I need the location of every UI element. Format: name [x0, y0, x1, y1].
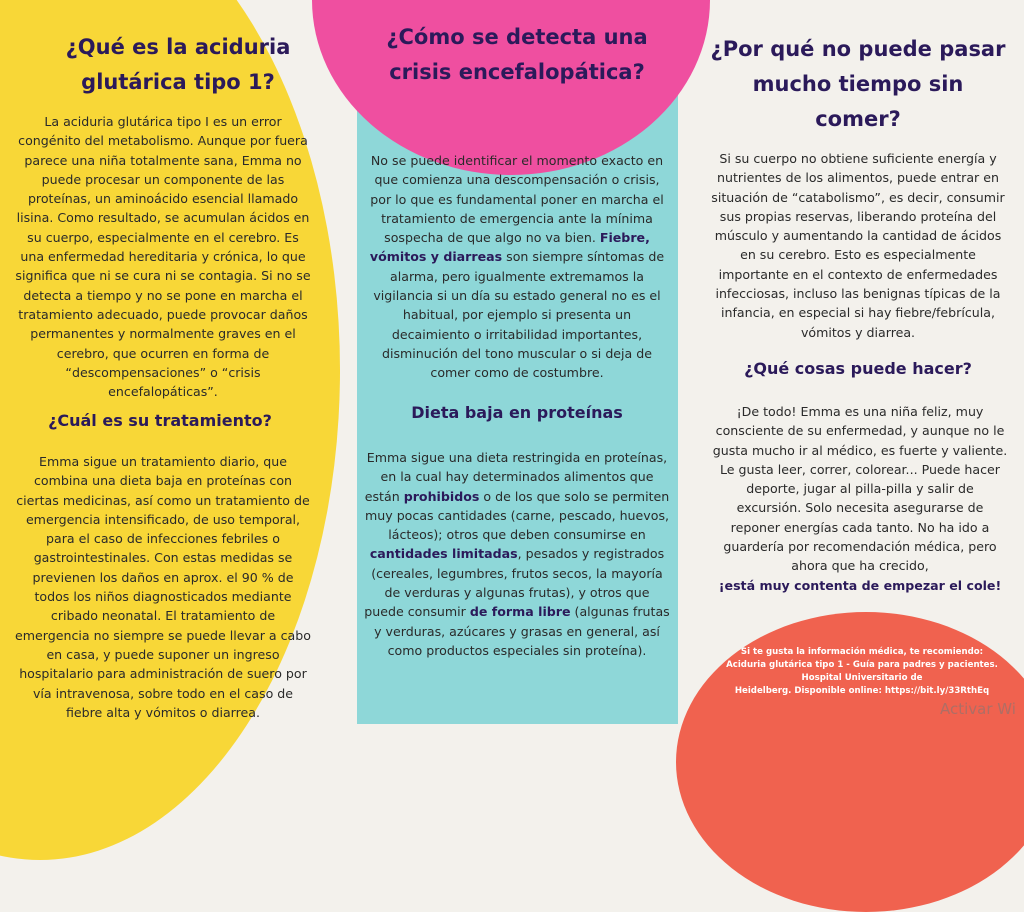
activities-text-main: ¡De todo! Emma es una niña feliz, muy consciente de su enfermedad, y aunque no le gusta mucho ir al médico, es fuerte y valiente. Le gusta leer, correr, colorear... Puede hacer deporte, jugar al pilla-pilla y salir de excursión. Solo necesita asegurarse de reponer energías cada tanto. No ha ido a guardería por recomendación médica, pero ahora que ha crecido,: [712, 404, 1008, 574]
detect-text: [364, 151, 670, 383]
middle-title-block: [372, 20, 662, 90]
left-title-block: [28, 30, 328, 100]
detect-text-part1: No se puede identificar el momento exacto en que comienza una descompensación o crisis, por lo que es fundamental poner en marcha el tratamiento de emergencia ante la mínima sospecha de que algo no va bien.: [370, 153, 664, 246]
diet-text-d: , pesados y registrados (cereales, legumbres, frutos secos, la mayoría de verduras y algunas frutas), y otros que puede consumir: [364, 546, 665, 620]
fasting-block: [706, 149, 1010, 342]
diet-prohibited-bold: prohibidos: [403, 488, 480, 504]
middle-title: ¿Cómo se detecta una crisis encefalopática?: [386, 25, 648, 84]
diet-free-bold: de forma libre: [469, 604, 571, 620]
diet-limited-bold: cantidades limitadas: [369, 546, 518, 562]
detect-text-part2: son siempre síntomas de alarma, pero igualmente extremamos la vigilancia si un día su estado general no es el habitual, por ejemplo si presenta un decaimiento o irritabilidad importantes, disminución del tono muscular o si deja de comer como de costumbre.: [373, 249, 665, 381]
activities-title: ¿Qué cosas puede hacer?: [744, 359, 972, 378]
right-title-block: [708, 32, 1008, 137]
activities-title-block: [706, 358, 1010, 380]
diet-title-block: [364, 402, 670, 424]
right-title: ¿Por qué no puede pasar mucho tiempo sin comer?: [710, 37, 1006, 131]
footnote-line-2: Aciduria glutárica tipo 1 - Guía para padres y pacientes.: [726, 660, 998, 670]
activation-watermark: Activar Wi: [940, 700, 1016, 718]
left-intro-block: [14, 112, 312, 401]
alarm-symptoms-bold: Fiebre, vómitos y diarreas: [369, 230, 650, 265]
footnote-line-1: Si te gusta la información médica, te recomiendo:: [740, 647, 984, 657]
activities-block: [712, 402, 1008, 595]
left-intro-text: La aciduria glutárica tipo I es un error congénito del metabolismo. Aunque por fuera parece una niña totalmente sana, Emma no puede procesar un componente de las proteínas, un aminoácido esencial llamado lisina. Como resultado, se acumulan ácidos en su cuerpo, especialmente en el cerebro. Es una enfermedad hereditaria y crónica, lo que significa que ni se cura ni se contagia. Si no se detecta a tiempo y no se pone en marcha el tratamiento adecuado, puede provocar daños permanentes y normalmente graves en el cerebro, que ocurren en forma de “descompensaciones” o “crisis encefalopáticas”.: [15, 114, 311, 400]
treatment-title-block: [10, 410, 310, 432]
footnote-line-4: Heidelberg. Disponible online: https://bit.ly/33RthEq: [734, 686, 990, 696]
treatment-block: [14, 452, 312, 722]
detect-block: [364, 151, 670, 383]
diet-text-a: Emma sigue una dieta restringida en proteínas, en la cual hay determinados alimentos que están: [364, 450, 668, 504]
diet-text: [364, 448, 670, 660]
fasting-text: Si su cuerpo no obtiene suficiente energía y nutrientes de los alimentos, puede entrar en situación de “catabolismo”, es decir, consumir sus propias reservas, liberando proteína del músculo y aumentando la cantidad de ácidos en su cerebro. Esto es especialmente importante en el contexto de enfermedades infecciosas, incluso las benignas típicas de la infancia, en especial si hay fiebre/febrícula, vómitos y diarrea.: [711, 151, 1005, 340]
diet-block: [364, 448, 670, 660]
activities-bold: ¡está muy contenta de empezar el cole!: [718, 577, 1002, 593]
activities-text: [712, 402, 1008, 595]
treatment-text: Emma sigue un tratamiento diario, que combina una dieta baja en proteínas con ciertas medicinas, así como un tratamiento de emergencia intensificado, de uso temporal, para el caso de infecciones febriles o gastrointestinales. Con estas medidas se previenen los daños en aprox. el 90 % de todos los niños diagnosticados mediante cribado neonatal. El tratamiento de emergencia no siempre se puede llevar a cabo en casa, y puede suponer un ingreso hospitalario para administración de suero por vía intravenosa, sobre todo en el caso de fiebre alta y vómitos o diarrea.: [15, 454, 311, 720]
diet-text-c: o de los que solo se permiten muy pocas cantidades (carne, pescado, huevos, lácteos); otros que deben consumirse en: [364, 488, 670, 543]
left-title: ¿Qué es la aciduria glutárica tipo 1?: [65, 35, 291, 94]
treatment-title: ¿Cuál es su tratamiento?: [48, 411, 272, 430]
footnote-line-3: Hospital Universitario de: [801, 673, 923, 683]
footnote-block: [712, 646, 1012, 698]
diet-title: Dieta baja en proteínas: [411, 403, 623, 422]
diet-text-e: (algunas frutas y verduras, azúcares y grasas en general, así como productos especiales sin proteína).: [374, 604, 670, 658]
